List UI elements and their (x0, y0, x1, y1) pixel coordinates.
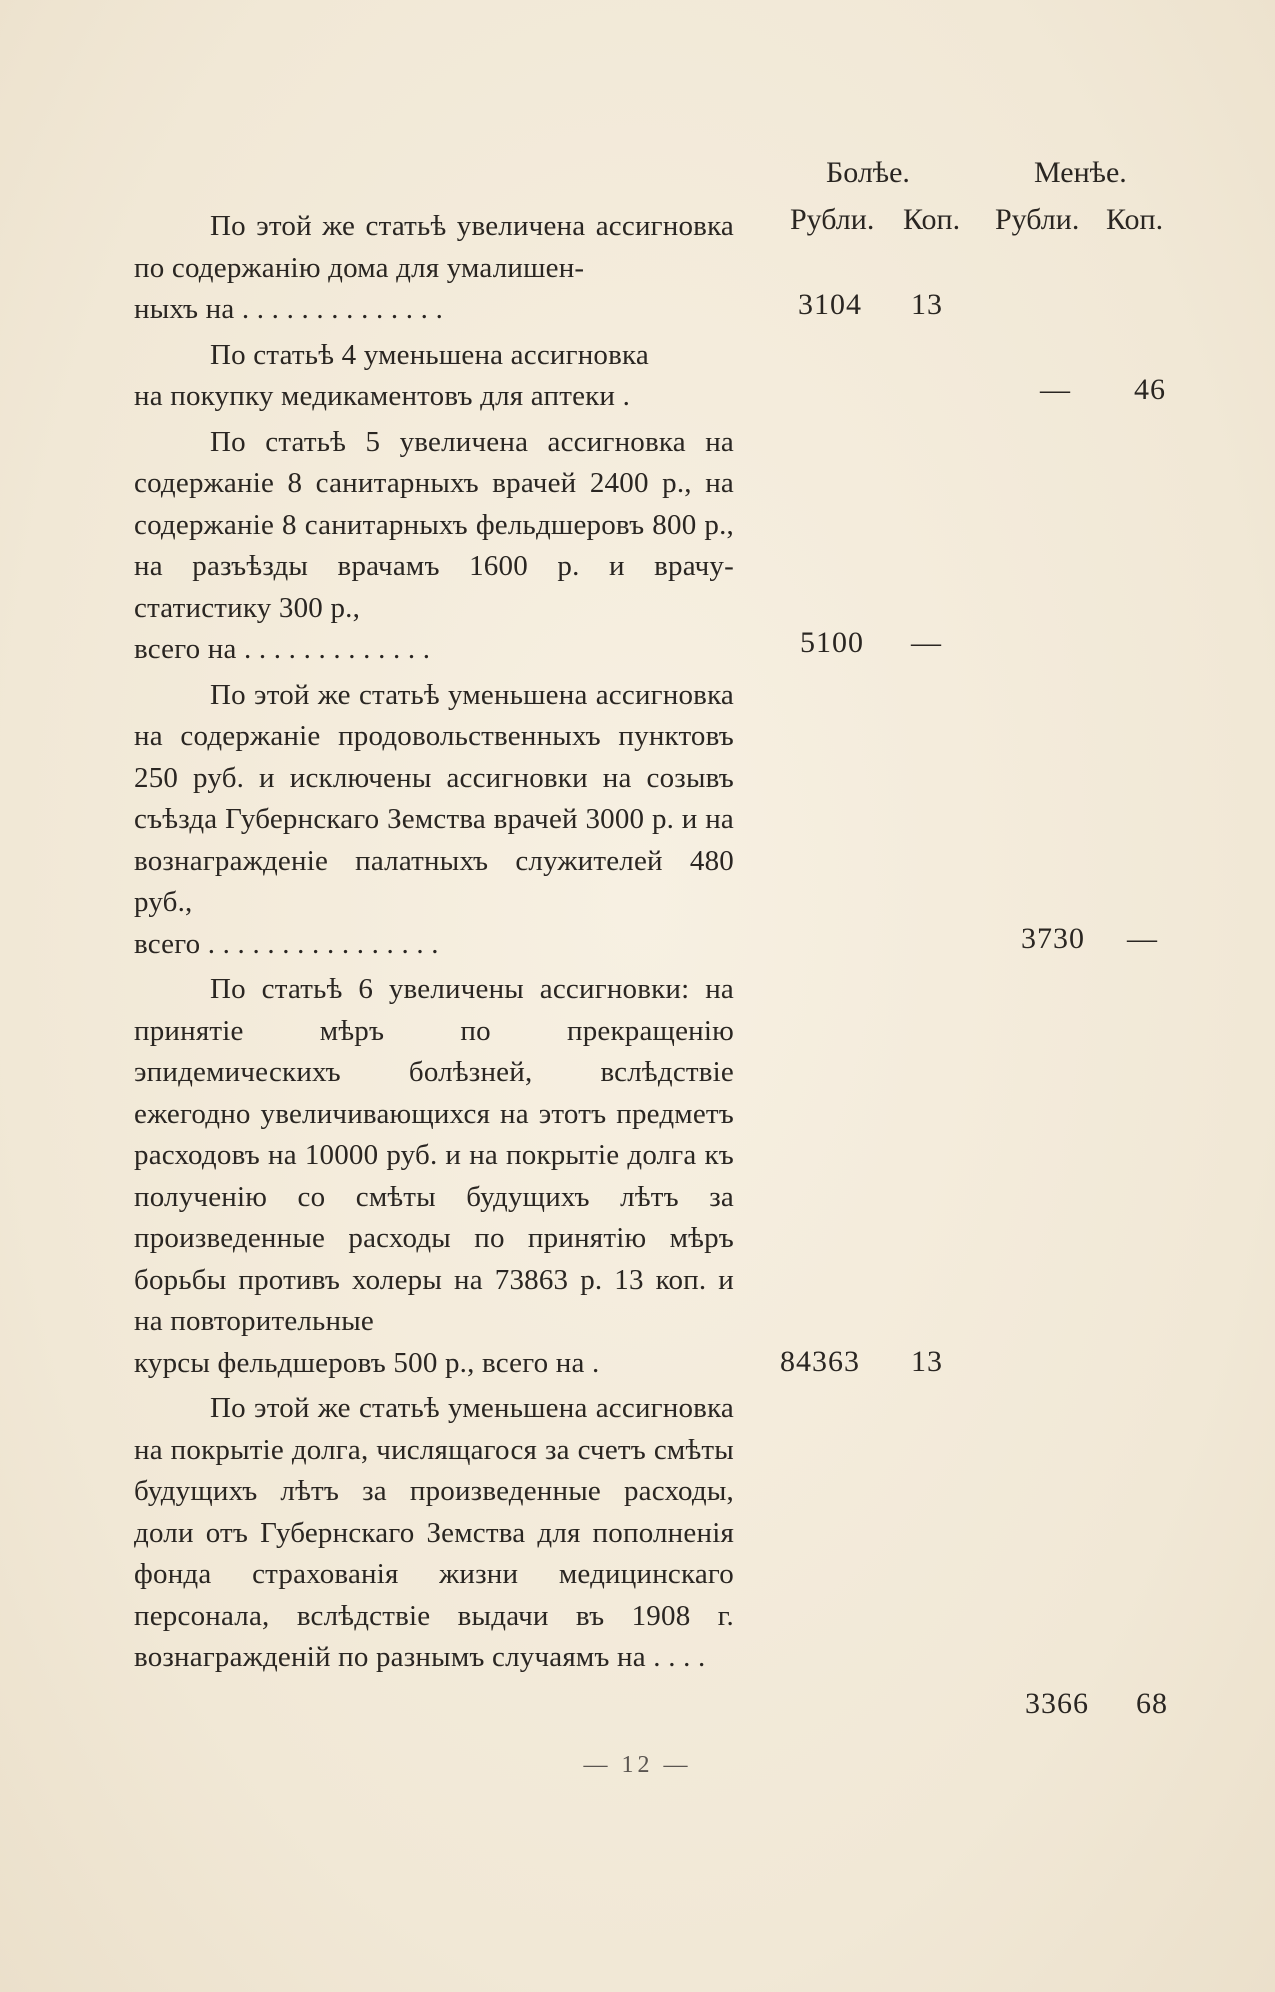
paragraph-5 (134, 969, 734, 1384)
paragraph-4-text: По этой же статьѣ уменьшена ассигновка на содержаніе продовольственныхъ пунктовъ 250 руб. и исключены ассигновки на созывъ съѣзда Губернскаго Земства врачей 3000 р. и на вознагражденіе палатныхъ служителей 480 руб., (134, 678, 734, 918)
header-rubli-bolee: Рубли. (790, 203, 875, 236)
header-kop-bolee: Коп. (903, 203, 961, 236)
header-bolee: Болѣе. (826, 156, 910, 189)
header-menee: Менѣе. (1034, 156, 1127, 189)
amount-4-menee-kop: — (1127, 922, 1158, 955)
paragraph-4 (134, 675, 734, 966)
paragraph-2-last-line: на покупку медикаментовъ для аптеки . (134, 380, 631, 412)
paragraph-6 (134, 1388, 734, 1679)
amount-6-menee-rub: 3366 (1025, 1687, 1089, 1720)
paragraph-1-last-line: ныхъ на . . . . . . . . . . . . . . (134, 293, 444, 325)
paragraph-2 (134, 335, 734, 418)
header-kop-menee: Коп. (1106, 203, 1164, 236)
amount-2-menee-kop: 46 (1134, 373, 1166, 406)
paragraph-1 (134, 206, 734, 331)
paragraph-3-text: По статьѣ 5 увеличена ассигновка на содержаніе 8 санитарныхъ врачей 2400 р., на содержаніе 8 санитарныхъ фельдшеровъ 800 р., на разъѣзды врачамъ 1600 р. и врачу-статистику 300 р., (134, 425, 734, 624)
amount-5-bolee-kop: 13 (911, 1345, 943, 1378)
paragraph-5-last-line: курсы фельдшеровъ 500 р., всего на . (134, 1346, 600, 1379)
amount-4-menee-rub: 3730 (1021, 922, 1085, 955)
paragraph-3-last-line: всего на . . . . . . . . . . . . . (134, 633, 431, 665)
amount-3-bolee-kop: — (911, 626, 942, 659)
paragraph-2-text: По статьѣ 4 уменьшена ассигновка (210, 338, 649, 371)
amount-1-bolee-rub: 3104 (798, 288, 862, 321)
paragraph-4-last-line: всего . . . . . . . . . . . . . . . . (134, 927, 439, 960)
amount-2-menee-rub: — (1040, 373, 1071, 406)
amount-5-bolee-rub: 84363 (780, 1345, 860, 1378)
text-column (134, 206, 734, 1683)
paragraph-3 (134, 422, 734, 671)
amount-3-bolee-rub: 5100 (800, 626, 864, 659)
header-rubli-menee: Рубли. (995, 203, 1080, 236)
amount-1-bolee-kop: 13 (911, 288, 943, 321)
paragraph-1-text: По этой же статьѣ увеличена ассигновка по содержанію дома для умалишен- (134, 210, 734, 284)
page-number: — 12 — (583, 1752, 692, 1778)
paragraph-6-text: По этой же статьѣ уменьшена ассигновка на покрытіе долга, числящагося за счетъ смѣты будущихъ лѣтъ за произведенные расходы, доли отъ Губернскаго Земства для пополненія фонда страхованія жизни медицинскаго персонала, вслѣдствіе выдачи въ 1908 г. вознагражденій по разнымъ случаямъ на . . . . (134, 1392, 734, 1673)
paragraph-5-text: По статьѣ 6 увеличены ассигновки: на принятіе мѣръ по прекращенію эпидемическихъ болѣзней, вслѣдствіе ежегодно увеличивающихся на этотъ предметъ расходовъ на 10000 руб. и на покрытіе долга къ полученію со смѣты будущихъ лѣтъ за произведенные расходы по принятію мѣръ борьбы противъ холеры на 73863 р. 13 коп. и на повторительные (134, 973, 734, 1337)
amount-6-menee-kop: 68 (1136, 1687, 1168, 1720)
